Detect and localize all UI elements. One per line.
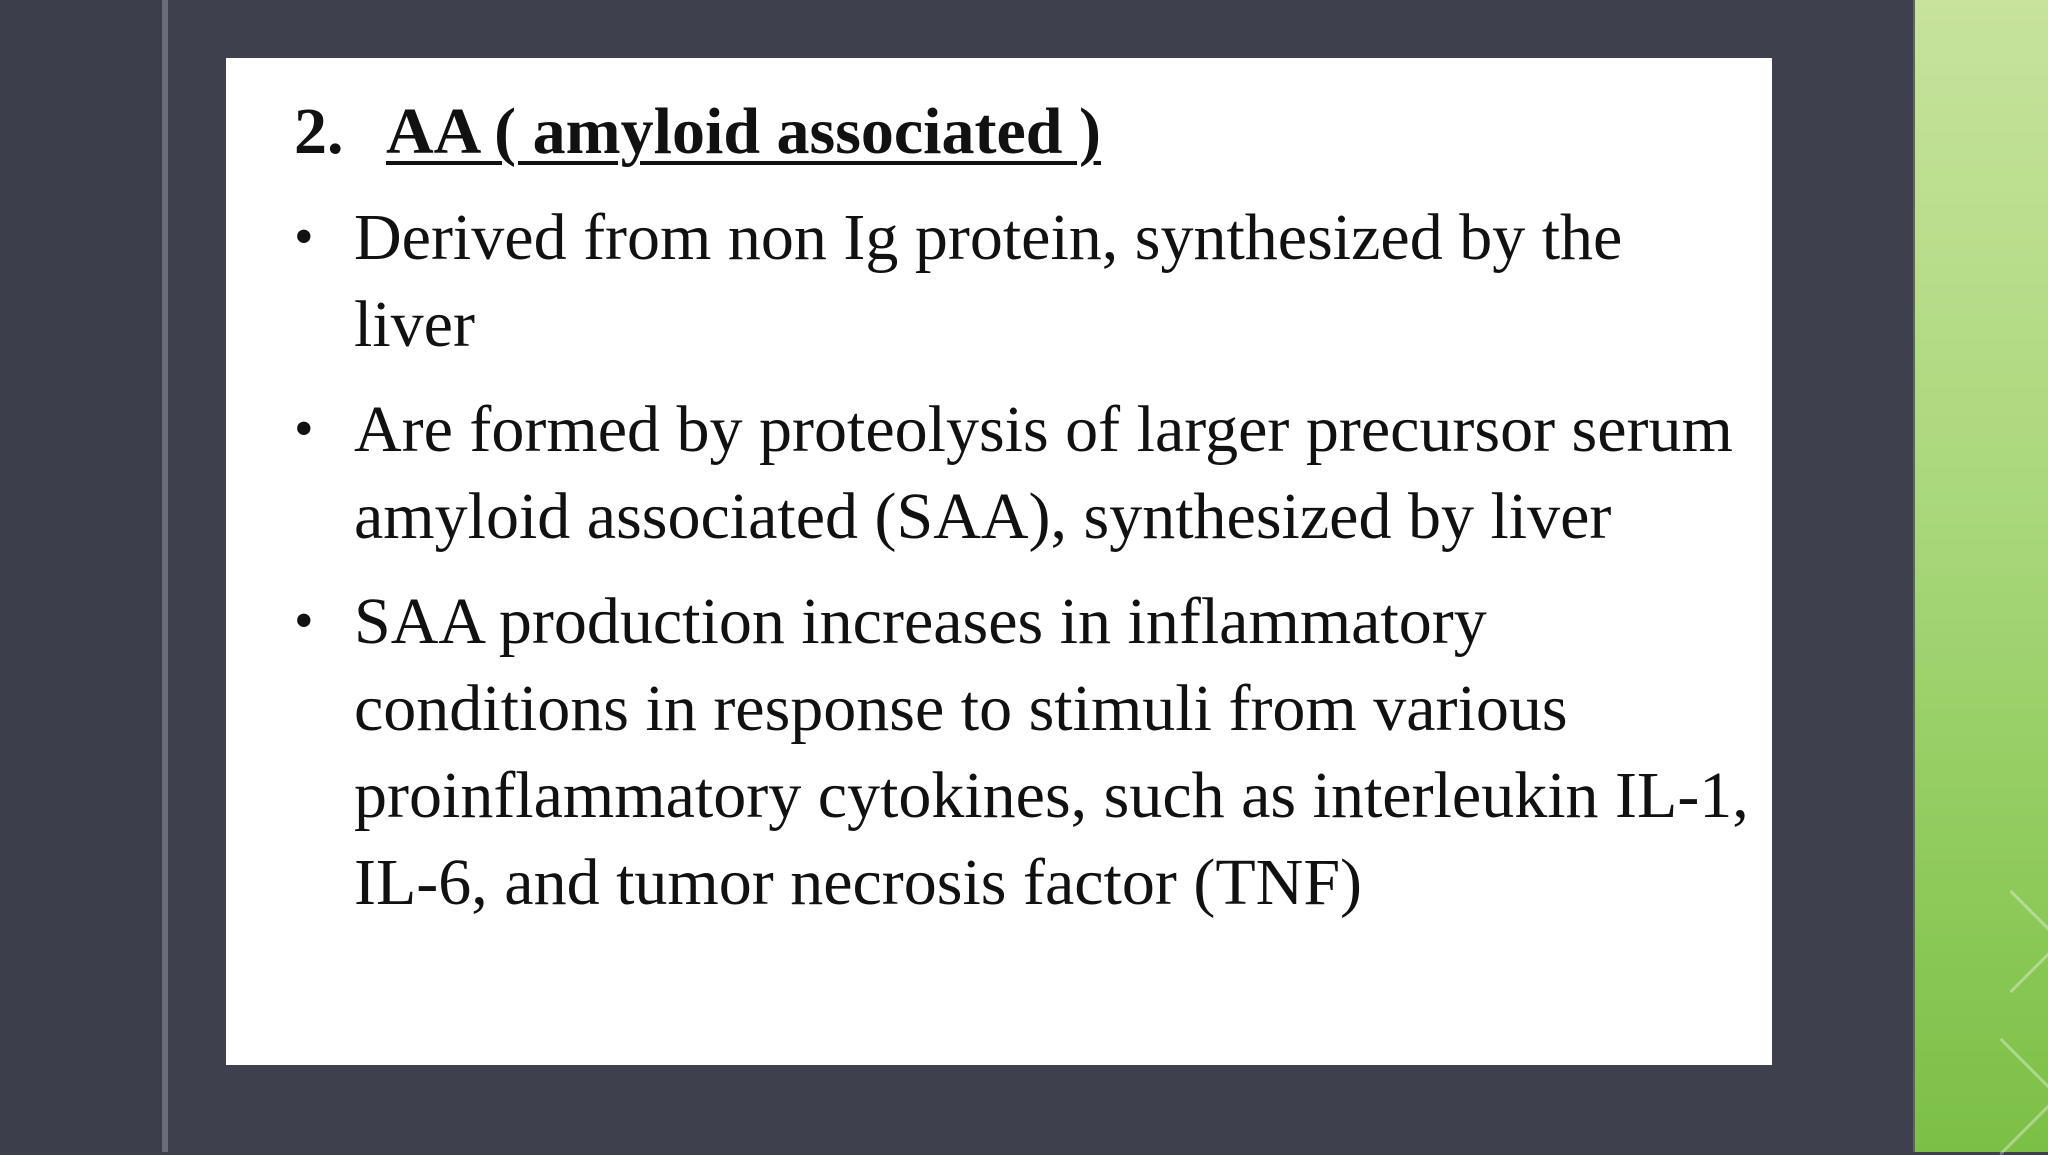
slide-heading <box>294 92 1101 171</box>
bullet-icon: • <box>294 398 314 460</box>
bullet-list <box>294 194 1754 944</box>
bullet-text: Are formed by proteolysis of larger precursor serum amyloid associated (SAA), synthesized by liver <box>354 393 1733 553</box>
bullet-text: SAA production increases in inflammatory conditions in response to stimuli from various proinflammatory cytokines, such as interleukin IL-1, IL-6, and tumor necrosis factor (TNF) <box>354 585 1749 919</box>
bullet-text: Derived from non Ig protein, synthesized by the liver <box>354 201 1623 361</box>
slide-content-image <box>226 58 1772 1065</box>
bullet-item <box>294 194 1754 368</box>
bullet-icon: • <box>294 206 314 268</box>
bullet-item <box>294 578 1754 926</box>
heading-title: AA ( amyloid associated ) <box>386 95 1101 168</box>
bullet-icon: • <box>294 590 314 652</box>
left-margin-panel <box>0 0 162 1152</box>
heading-number: 2. <box>294 95 344 168</box>
bullet-item <box>294 386 1754 560</box>
green-accent-strip <box>1915 0 2048 1152</box>
